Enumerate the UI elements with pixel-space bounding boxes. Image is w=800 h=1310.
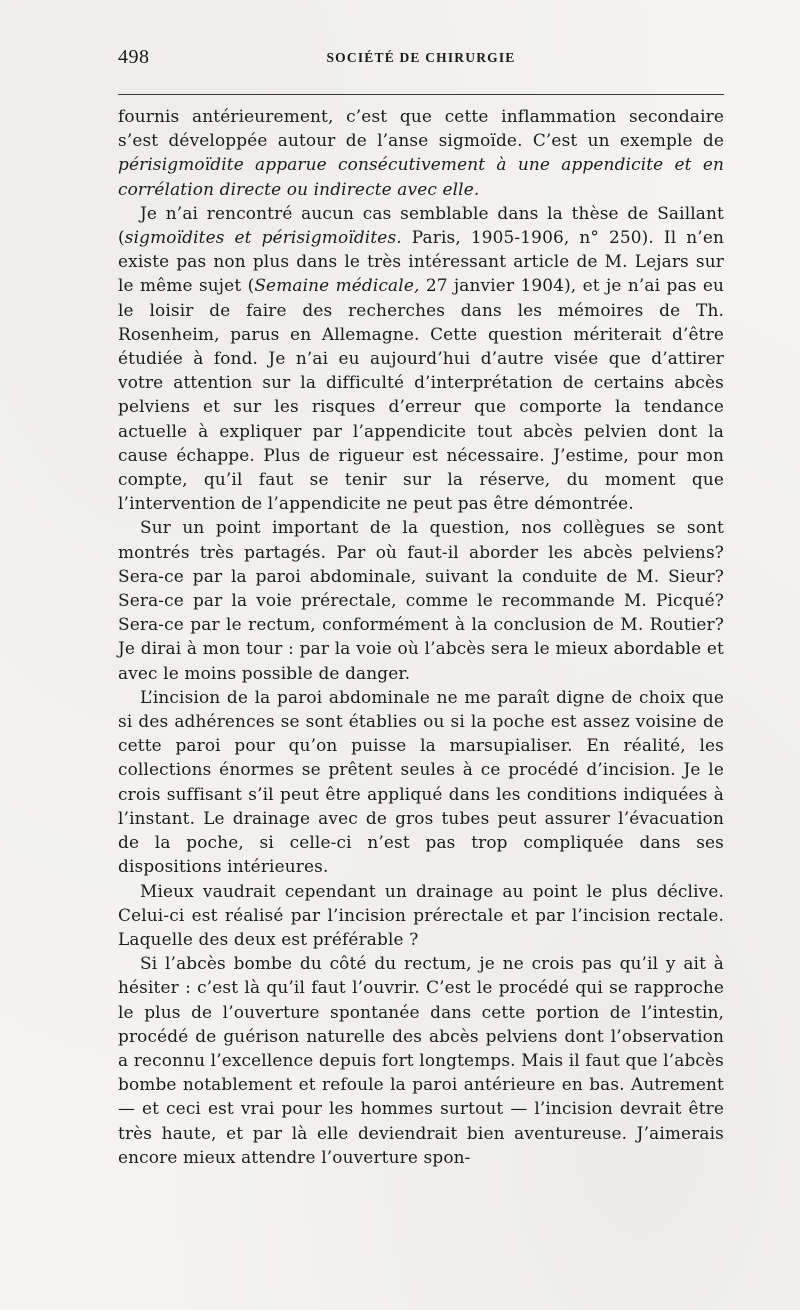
body-text bbox=[118, 104, 724, 1169]
text-run: fournis antérieurement, c’est que cette inflammation secondaire s’est développée autour de l’anse sigmoïde. C’est un exemple de bbox=[118, 106, 724, 151]
text-run: L’incision de la paroi abdominale ne me paraît digne de choix que si des adhérences se sont établies ou si la poche est assez voisine de cette paroi pour qu’on puisse la marsupialiser. En réalité, les collections énormes se prêtent seules à ce procédé d’incision. Je le crois suffisant s’il peut être appliqué dans les conditions indiquées à l’instant. Le drainage avec de gros tubes peut assurer l’évacuation de la poche, si celle-ci n’est pas trop compliquée dans ses dispositions intérieures. bbox=[118, 686, 724, 877]
text-run: Sur un point important de la question, nos collègues se sont montrés très partagés. Par où faut-il aborder les abcès pelviens? Sera-ce par la paroi abdominale, suivant la conduite de M. Sieur? Sera-ce par la voie prérectale, comme le recommande M. Picqué? Sera-ce par le rectum, conformément à la conclusion de M. Routier? Je dirai à mon tour : par la voie où l’abcès sera le mieux abordable et avec le moins possible de danger. bbox=[118, 517, 724, 683]
text-run: Je n’ai rencontré aucun cas semblable dans la thèse de Saillant ( bbox=[118, 202, 724, 248]
paragraph bbox=[118, 104, 724, 201]
running-head: SOCIÉTÉ DE CHIRURGIE bbox=[326, 50, 516, 65]
paragraph bbox=[118, 879, 724, 952]
text-run: Mieux vaudrait cependant un drainage au point le plus déclive. Celui-ci est réalisé par l’incision prérectale et par l’incision rectale. Laquelle des deux est préférable ? bbox=[118, 880, 724, 949]
paragraph bbox=[118, 201, 724, 516]
text-run: 27 janvier 1904), et je n’ai pas eu le loisir de faire des recherches dans les mémoires de Th. Rosenheim, parus en Allemagne. Cette question mériterait d’être étudiée à fond. Je n’ai eu aujourd’hui d’autre visée que d’attirer votre attention sur la difficulté d’interprétation de certains abcès pelviens et sur les risques d’erreur que comporte la tendance actuelle à expliquer par l’appendicite tout abcès pelvien dont la cause échappe. Plus de rigueur est nécessaire. J’estime, pour mon compte, qu’il faut se tenir sur la réserve, du moment que l’intervention de l’appendicite ne peut pas être démontrée. bbox=[118, 275, 725, 514]
italic-text-run: Semaine médicale, bbox=[254, 275, 420, 296]
header-rule bbox=[118, 94, 724, 95]
italic-text-run: périsigmoïdite apparue consécutivement à une appendicite et en corrélation directe ou indirecte avec elle. bbox=[118, 154, 724, 199]
paragraph bbox=[118, 685, 724, 879]
italic-text-run: sigmoïdites et périsigmoïdites. bbox=[124, 227, 402, 248]
paragraph bbox=[118, 951, 724, 1169]
text-run: Paris, 1905-1906, n° 250). Il n’en existe pas non plus dans le très intéressant article de M. Lejars sur le même sujet ( bbox=[118, 227, 724, 296]
page-number: 498 bbox=[118, 46, 150, 68]
text-run: Si l’abcès bombe du côté du rectum, je ne crois pas qu’il y ait à hésiter : c’est là qu’il faut l’ouvrir. C’est le procédé qui se rapproche le plus de l’ouverture spontanée dans cette portion de l’intestin, procédé de guérison naturelle des abcès pelviens dont l’observation a reconnu l’excellence depuis fort longtemps. Mais il faut que l’abcès bombe notablement et refoule la paroi antérieure en bas. Autrement — et ceci est vrai pour les hommes surtout — l’incision devrait être très haute, et par là elle deviendrait bien aventureuse. J’aimerais encore mieux attendre l’ouverture spon- bbox=[118, 953, 724, 1167]
paragraph bbox=[118, 515, 724, 684]
page-header bbox=[118, 46, 724, 72]
